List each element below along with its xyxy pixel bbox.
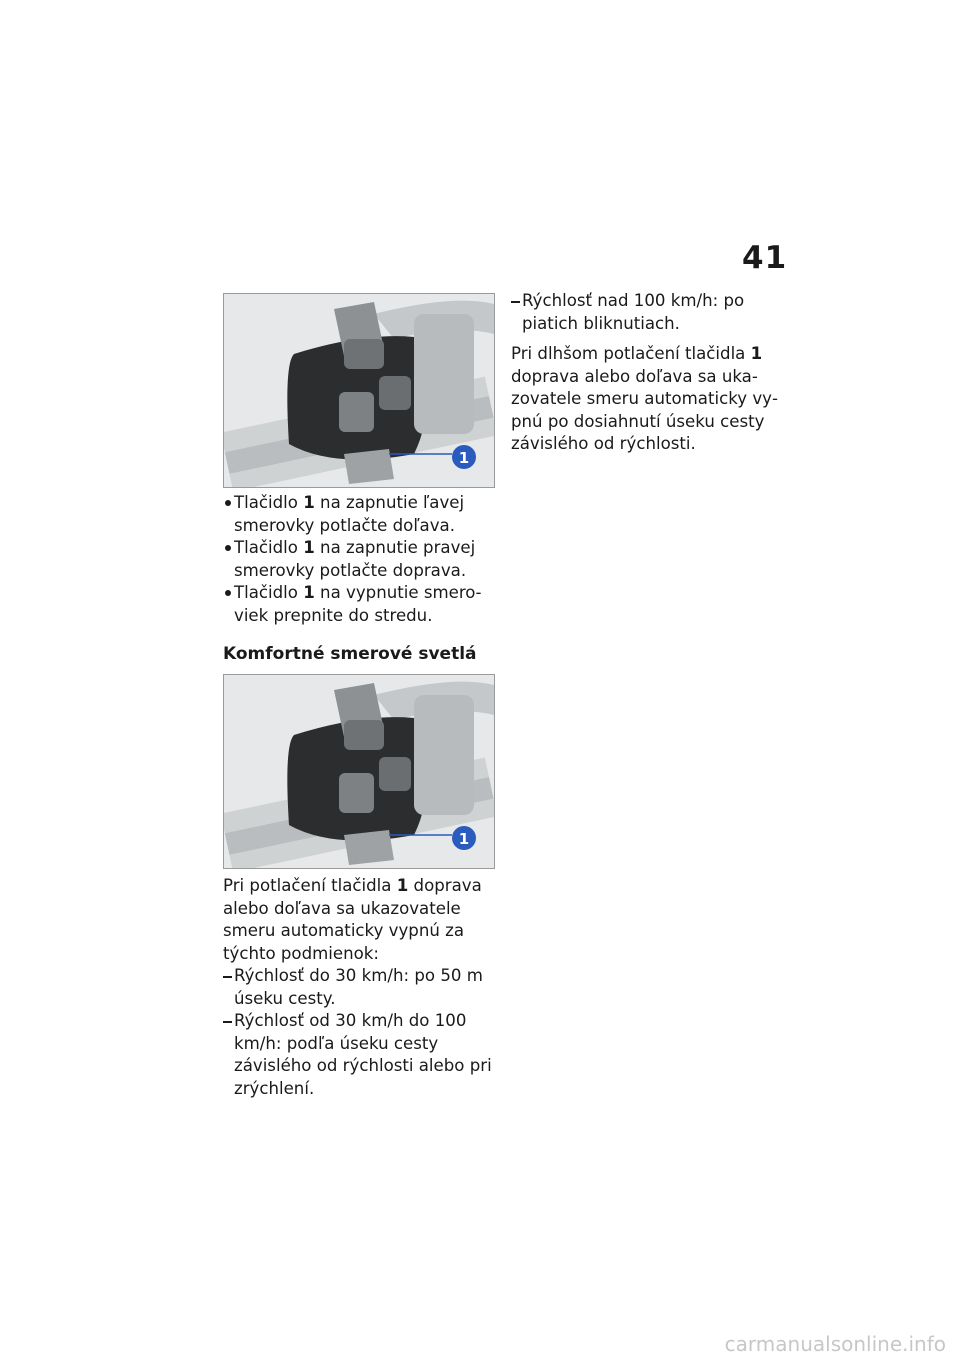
- left-column: [223, 293, 495, 1100]
- handlebar-switch-figure-2: [223, 674, 495, 869]
- figure-1-callout: 1: [458, 449, 470, 467]
- list-item: Tlačidlo 1 na vypnutie smeroviek prepnite do stredu.: [223, 582, 495, 627]
- list-item: Tlačidlo 1 na zapnutie ľavej smerovky potlačte doľava.: [223, 492, 495, 537]
- long-press-paragraph: Pri dlhšom potlačení tlačidla 1 doprava alebo doľava sa ukazovatele smeru automaticky vypnú po dosiahnutí úseku cesty závislého od rýchlosti.: [511, 344, 778, 453]
- turn-signal-instructions: [223, 492, 495, 627]
- list-item: Tlačidlo 1 na zapnutie pravej smerovky potlačte doprava.: [223, 537, 495, 582]
- list-item: Rýchlosť od 30 km/h do 100 km/h: podľa úseku cesty závislého od rýchlosti alebo pri zrýchlení.: [223, 1010, 495, 1100]
- figure-2-callout: 1: [458, 830, 470, 848]
- list-item: Rýchlosť nad 100 km/h: po piatich bliknutiach.: [511, 290, 783, 335]
- right-column: [511, 290, 783, 456]
- watermark: carmanualsonline.info: [724, 1332, 946, 1356]
- handlebar-switch-illustration: [224, 294, 494, 487]
- list-item: Rýchlosť do 30 km/h: po 50 m úseku cesty.: [223, 965, 495, 1010]
- section-heading: Komfortné smerové svetlá: [223, 644, 477, 664]
- page-number: 41: [742, 240, 788, 276]
- speed-conditions-list: [223, 965, 495, 1100]
- speed-conditions-list-continued: [511, 290, 783, 335]
- comfort-signal-intro: Pri potlačení tlačidla 1 doprava alebo doľava sa ukazovatele smeru automaticky vypnú za týchto podmienok:: [223, 876, 482, 963]
- handlebar-switch-illustration: [224, 675, 494, 868]
- handlebar-switch-figure-1: [223, 293, 495, 488]
